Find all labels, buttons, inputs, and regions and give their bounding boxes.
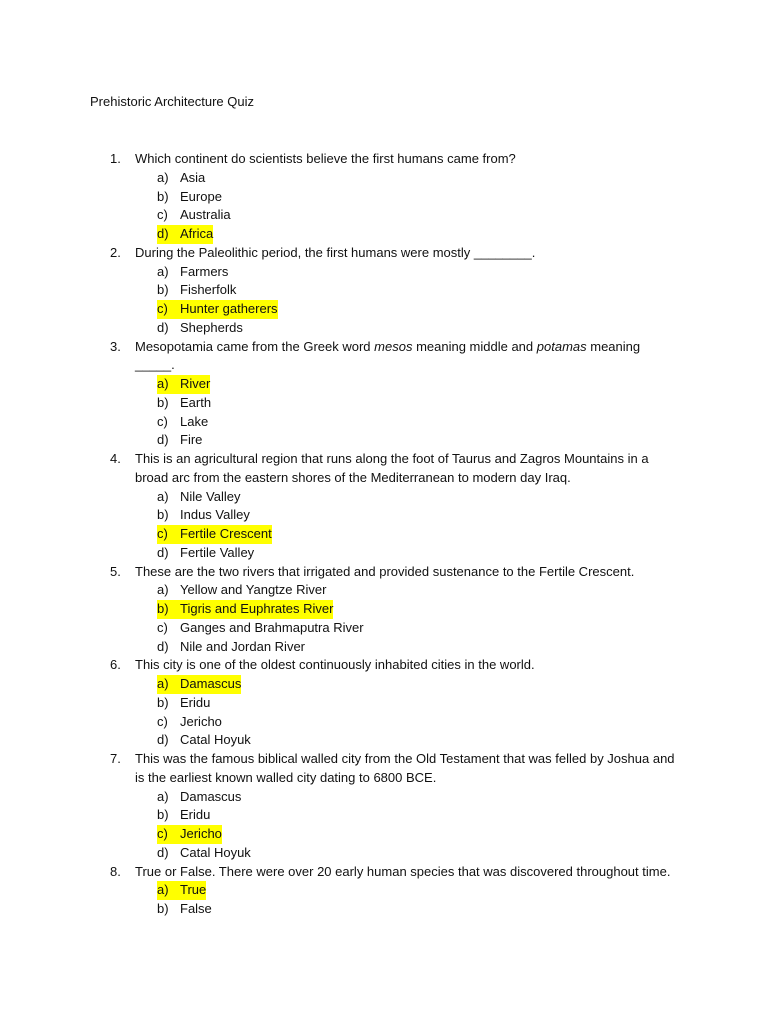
quiz-question	[0, 450, 768, 563]
option-letter: a)	[157, 675, 180, 694]
option-letter: a)	[157, 169, 169, 185]
question-text: Which continent do scientists believe the first humans came from?	[135, 151, 516, 166]
option-text: Jericho	[180, 713, 222, 729]
option-text: Lake	[180, 413, 209, 429]
option-letter: b)	[157, 901, 169, 916]
option-text: Fertile Crescent	[180, 525, 272, 544]
question-number: 7.	[110, 751, 121, 766]
option-text: Africa	[180, 225, 213, 244]
question-text	[135, 338, 680, 376]
option-letter: a)	[157, 582, 169, 598]
quiz-question	[0, 338, 768, 451]
option-text: Damascus	[180, 675, 241, 694]
option-letter: b)	[157, 807, 169, 823]
answer-option-highlighted	[0, 375, 768, 394]
quiz-question-list	[0, 150, 768, 919]
option-text: Yellow and Yangtze River	[180, 582, 327, 598]
question-text-segment: meaning _____.	[135, 338, 641, 373]
option-letter: a)	[157, 488, 169, 504]
question-number: 2.	[110, 244, 121, 260]
answer-option	[0, 844, 768, 863]
question-text: True or False. There were over 20 early human species that was discovered throughout time.	[135, 863, 671, 879]
question-text-italic: potamas	[536, 338, 587, 354]
option-text: Europe	[180, 188, 222, 204]
answer-option-highlighted	[0, 300, 768, 319]
option-text: Jericho	[180, 825, 222, 844]
option-letter: b)	[157, 394, 169, 410]
answer-option	[0, 488, 768, 507]
answer-option	[0, 188, 768, 207]
option-letter: d)	[157, 432, 169, 448]
option-letter: b)	[157, 600, 180, 619]
option-text: False	[180, 901, 212, 916]
answer-option-highlighted	[0, 525, 768, 544]
answer-option	[0, 281, 768, 300]
option-text: Asia	[180, 169, 206, 185]
answer-option	[0, 788, 768, 807]
answer-option	[0, 694, 768, 713]
option-text: Eridu	[180, 807, 211, 823]
answer-option-highlighted	[0, 675, 768, 694]
document-title: Prehistoric Architecture Quiz	[90, 94, 255, 109]
option-text: Fire	[180, 432, 203, 448]
option-text: Indus Valley	[180, 507, 250, 523]
answer-option	[0, 544, 768, 563]
option-text: Fisherfolk	[180, 282, 237, 298]
question-number: 4.	[110, 451, 121, 466]
option-letter: c)	[157, 525, 180, 544]
answer-option	[0, 263, 768, 282]
option-letter: c)	[157, 713, 168, 729]
option-letter: d)	[157, 319, 169, 335]
option-letter: b)	[157, 694, 169, 710]
answer-option	[0, 413, 768, 432]
option-letter: c)	[157, 413, 168, 429]
quiz-question	[0, 750, 768, 863]
option-letter: a)	[157, 788, 169, 804]
option-text: Australia	[180, 207, 231, 223]
quiz-question	[0, 656, 768, 750]
option-text: River	[180, 375, 210, 394]
question-text-segment: Mesopotamia came from the Greek word	[135, 338, 375, 354]
question-text-italic: mesos	[374, 338, 413, 354]
option-text: Nile and Jordan River	[180, 638, 306, 654]
option-letter: b)	[157, 282, 169, 298]
answer-option	[0, 431, 768, 450]
question-number: 5.	[110, 563, 121, 579]
option-letter: c)	[157, 619, 168, 635]
option-letter: a)	[157, 881, 180, 900]
answer-option	[0, 619, 768, 638]
option-letter: c)	[157, 300, 180, 319]
question-number: 6.	[110, 657, 121, 673]
question-text: This city is one of the oldest continuously inhabited cities in the world.	[135, 657, 535, 673]
answer-option	[0, 394, 768, 413]
option-letter: a)	[157, 263, 169, 279]
question-text: These are the two rivers that irrigated and provided sustenance to the Fertile Crescent.	[135, 563, 635, 579]
option-letter: b)	[157, 507, 169, 523]
question-text-segment: meaning middle and	[412, 338, 537, 354]
option-letter: d)	[157, 225, 180, 244]
option-letter: d)	[157, 732, 169, 748]
option-text: Damascus	[180, 788, 242, 804]
answer-option-highlighted	[0, 600, 768, 619]
answer-option	[0, 713, 768, 732]
option-text: Farmers	[180, 263, 229, 279]
option-letter: c)	[157, 825, 180, 844]
option-text: Tigris and Euphrates River	[180, 600, 333, 619]
answer-option	[0, 506, 768, 525]
answer-option	[0, 319, 768, 338]
option-text: Hunter gatherers	[180, 300, 278, 319]
question-number: 8.	[110, 863, 121, 879]
option-letter: d)	[157, 844, 169, 860]
answer-option	[0, 169, 768, 188]
question-number: 3.	[110, 338, 121, 354]
option-text: Earth	[180, 394, 212, 410]
answer-option-highlighted	[0, 825, 768, 844]
answer-option	[0, 731, 768, 750]
quiz-question	[0, 563, 768, 657]
quiz-question	[0, 150, 768, 244]
option-letter: d)	[157, 638, 169, 654]
option-letter: c)	[157, 207, 168, 223]
answer-option	[0, 900, 768, 919]
answer-option	[0, 581, 768, 600]
option-text: Fertile Valley	[180, 544, 255, 560]
question-number: 1.	[110, 151, 121, 166]
question-text: This is an agricultural region that runs along the foot of Taurus and Zagros Mountains in a broad arc from the eastern shores of the Mediterranean to modern day Iraq.	[135, 451, 649, 485]
answer-option	[0, 638, 768, 657]
question-text: This was the famous biblical walled city from the Old Testament that was felled by Joshua and is the earliest known walled city dating to 6800 BCE.	[135, 751, 675, 785]
option-text: Shepherds	[180, 319, 243, 335]
option-text: Catal Hoyuk	[180, 844, 251, 860]
option-text: Catal Hoyuk	[180, 732, 251, 748]
option-letter: b)	[157, 188, 169, 204]
option-text: Eridu	[180, 694, 211, 710]
option-text: True	[180, 881, 206, 900]
option-letter: d)	[157, 544, 169, 560]
quiz-question	[0, 244, 768, 338]
option-text: Nile Valley	[180, 488, 241, 504]
question-text: During the Paleolithic period, the first humans were mostly ________.	[135, 244, 536, 260]
answer-option	[0, 206, 768, 225]
option-text: Ganges and Brahmaputra River	[180, 619, 364, 635]
quiz-question	[0, 863, 768, 919]
option-letter: a)	[157, 375, 180, 394]
answer-option	[0, 806, 768, 825]
answer-option-highlighted	[0, 225, 768, 244]
answer-option-highlighted	[0, 881, 768, 900]
